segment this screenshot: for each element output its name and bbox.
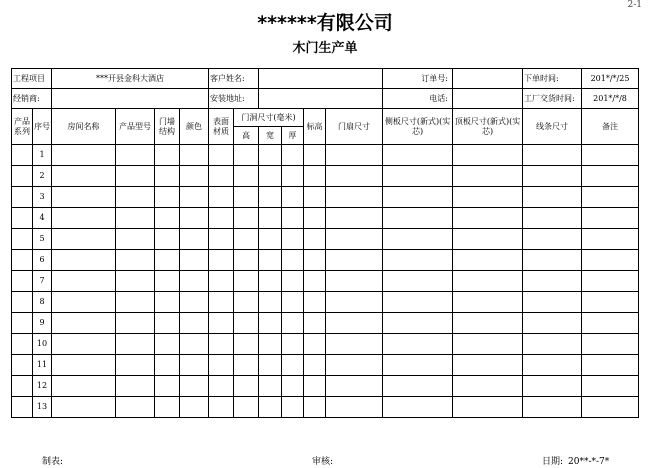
- table-cell[interactable]: [282, 334, 304, 355]
- table-cell[interactable]: [523, 292, 582, 313]
- table-cell[interactable]: [52, 334, 116, 355]
- table-cell[interactable]: [52, 376, 116, 397]
- col-surface: 表面材质: [209, 109, 234, 145]
- table-cell[interactable]: [383, 250, 453, 271]
- table-cell[interactable]: [234, 292, 259, 313]
- table-cell[interactable]: [234, 187, 259, 208]
- row-number: 7: [33, 271, 52, 292]
- table-cell[interactable]: [383, 166, 453, 187]
- table-row: [12, 355, 639, 376]
- table-cell[interactable]: [234, 208, 259, 229]
- table-cell[interactable]: [523, 355, 582, 376]
- company-name: ******有限公司: [257, 12, 393, 34]
- table-cell[interactable]: [523, 166, 582, 187]
- table-cell[interactable]: [523, 397, 582, 418]
- table-cell[interactable]: [234, 166, 259, 187]
- row-number: 5: [33, 229, 52, 250]
- table-cell[interactable]: [453, 187, 523, 208]
- dealer-value[interactable]: [52, 89, 209, 109]
- table-cell[interactable]: [209, 208, 234, 229]
- table-cell[interactable]: [234, 229, 259, 250]
- dealer-label: 经销商:: [12, 89, 52, 109]
- row-number: 4: [33, 208, 52, 229]
- table-cell[interactable]: [259, 397, 282, 418]
- table-cell[interactable]: [304, 292, 326, 313]
- table-cell[interactable]: [326, 355, 383, 376]
- table-cell[interactable]: [326, 187, 383, 208]
- table-cell[interactable]: [12, 313, 33, 334]
- table-cell[interactable]: [116, 313, 155, 334]
- col-height: 高: [234, 127, 259, 145]
- table-cell[interactable]: [52, 250, 116, 271]
- table-row: [12, 376, 639, 397]
- table-cell[interactable]: [259, 271, 282, 292]
- table-cell[interactable]: [180, 292, 209, 313]
- table-cell[interactable]: [209, 271, 234, 292]
- order-date-value[interactable]: 201*/*/25: [582, 69, 639, 89]
- table-cell[interactable]: [282, 145, 304, 166]
- document-title: 木门生产单: [292, 41, 358, 56]
- phone-label: 电话:: [383, 89, 453, 109]
- table-cell[interactable]: [383, 292, 453, 313]
- table-cell[interactable]: [209, 334, 234, 355]
- table-cell[interactable]: [282, 250, 304, 271]
- table-row: [12, 145, 639, 166]
- table-cell[interactable]: [326, 376, 383, 397]
- table-cell[interactable]: [209, 145, 234, 166]
- table-cell[interactable]: [453, 229, 523, 250]
- table-cell[interactable]: [12, 145, 33, 166]
- auditor-label: 审核:: [312, 457, 334, 467]
- table-cell[interactable]: [582, 229, 639, 250]
- production-order-table: [11, 68, 639, 418]
- table-cell[interactable]: [282, 376, 304, 397]
- table-cell[interactable]: [383, 229, 453, 250]
- column-header-row: [12, 109, 639, 127]
- date-label: 日期:: [542, 457, 564, 467]
- table-cell[interactable]: [453, 334, 523, 355]
- table-cell[interactable]: [155, 187, 180, 208]
- row-number: 2: [33, 166, 52, 187]
- footer: [0, 456, 650, 468]
- table-cell[interactable]: [209, 292, 234, 313]
- table-cell[interactable]: [155, 229, 180, 250]
- table-cell[interactable]: [116, 229, 155, 250]
- table-cell[interactable]: [259, 334, 282, 355]
- table-cell[interactable]: [523, 271, 582, 292]
- table-row: [12, 250, 639, 271]
- data-rows: [12, 145, 639, 418]
- table-cell[interactable]: [209, 166, 234, 187]
- table-cell[interactable]: [523, 145, 582, 166]
- row-number: 6: [33, 250, 52, 271]
- table-cell[interactable]: [523, 208, 582, 229]
- table-cell[interactable]: [52, 187, 116, 208]
- table-cell[interactable]: [259, 166, 282, 187]
- table-cell[interactable]: [282, 292, 304, 313]
- table-cell[interactable]: [234, 376, 259, 397]
- col-thick: 厚: [282, 127, 304, 145]
- table-cell[interactable]: [52, 397, 116, 418]
- table-cell[interactable]: [304, 229, 326, 250]
- table-cell[interactable]: [282, 313, 304, 334]
- table-cell[interactable]: [326, 208, 383, 229]
- table-cell[interactable]: [209, 187, 234, 208]
- table-cell[interactable]: [304, 187, 326, 208]
- table-cell[interactable]: [209, 355, 234, 376]
- maker-label: 制表:: [42, 457, 64, 467]
- table-cell[interactable]: [453, 166, 523, 187]
- table-cell[interactable]: [234, 250, 259, 271]
- table-cell[interactable]: [52, 208, 116, 229]
- table-cell[interactable]: [326, 145, 383, 166]
- page-number: 2-1: [627, 0, 642, 10]
- table-cell[interactable]: [180, 271, 209, 292]
- table-cell[interactable]: [12, 292, 33, 313]
- table-cell[interactable]: [582, 376, 639, 397]
- table-cell[interactable]: [155, 334, 180, 355]
- table-cell[interactable]: [12, 397, 33, 418]
- table-cell[interactable]: [116, 145, 155, 166]
- col-color: 颜色: [180, 109, 209, 145]
- table-cell[interactable]: [383, 145, 453, 166]
- phone-value[interactable]: [453, 89, 523, 109]
- table-cell[interactable]: [12, 334, 33, 355]
- table-row: [12, 166, 639, 187]
- table-cell[interactable]: [582, 145, 639, 166]
- table-cell[interactable]: [383, 187, 453, 208]
- table-cell[interactable]: [326, 397, 383, 418]
- table-cell[interactable]: [259, 250, 282, 271]
- table-row: [12, 271, 639, 292]
- table-row: [12, 292, 639, 313]
- table-cell[interactable]: [326, 313, 383, 334]
- address-value[interactable]: [259, 89, 383, 109]
- table-cell[interactable]: [52, 271, 116, 292]
- table-cell[interactable]: [234, 355, 259, 376]
- table-cell[interactable]: [523, 334, 582, 355]
- table-cell[interactable]: [180, 250, 209, 271]
- table-cell[interactable]: [12, 187, 33, 208]
- table-cell[interactable]: [259, 208, 282, 229]
- table-cell[interactable]: [582, 355, 639, 376]
- row-number: 9: [33, 313, 52, 334]
- table-cell[interactable]: [383, 376, 453, 397]
- table-cell[interactable]: [116, 250, 155, 271]
- table-cell[interactable]: [259, 313, 282, 334]
- table-cell[interactable]: [52, 292, 116, 313]
- table-cell[interactable]: [282, 229, 304, 250]
- row-number: 1: [33, 145, 52, 166]
- table-cell[interactable]: [453, 292, 523, 313]
- table-cell[interactable]: [282, 187, 304, 208]
- table-cell[interactable]: [116, 208, 155, 229]
- table-cell[interactable]: [52, 229, 116, 250]
- table-cell[interactable]: [259, 187, 282, 208]
- table-cell[interactable]: [180, 187, 209, 208]
- order-date-label: 下单时间:: [523, 69, 582, 89]
- table-cell[interactable]: [12, 208, 33, 229]
- table-cell[interactable]: [383, 334, 453, 355]
- table-cell[interactable]: [582, 208, 639, 229]
- table-cell[interactable]: [155, 313, 180, 334]
- table-cell[interactable]: [304, 376, 326, 397]
- table-cell[interactable]: [326, 334, 383, 355]
- table-cell[interactable]: [155, 250, 180, 271]
- table-cell[interactable]: [326, 229, 383, 250]
- table-cell[interactable]: [326, 271, 383, 292]
- project-value[interactable]: ***开县金科大酒店: [52, 69, 209, 89]
- table-cell[interactable]: [209, 229, 234, 250]
- table-row: [12, 229, 639, 250]
- table-cell[interactable]: [523, 187, 582, 208]
- col-opening: 门洞尺寸(毫米): [234, 109, 304, 127]
- table-cell[interactable]: [116, 334, 155, 355]
- table-cell[interactable]: [180, 229, 209, 250]
- table-cell[interactable]: [180, 376, 209, 397]
- table-cell[interactable]: [383, 355, 453, 376]
- table-cell[interactable]: [180, 397, 209, 418]
- table-cell[interactable]: [234, 313, 259, 334]
- table-cell[interactable]: [180, 355, 209, 376]
- table-cell[interactable]: [383, 271, 453, 292]
- table-cell[interactable]: [582, 292, 639, 313]
- col-wall: 门墙结构: [155, 109, 180, 145]
- table-cell[interactable]: [582, 187, 639, 208]
- table-cell[interactable]: [52, 313, 116, 334]
- table-cell[interactable]: [383, 208, 453, 229]
- table-cell[interactable]: [282, 166, 304, 187]
- table-row: [12, 334, 639, 355]
- table-cell[interactable]: [116, 355, 155, 376]
- table-cell[interactable]: [304, 355, 326, 376]
- table-cell[interactable]: [304, 166, 326, 187]
- table-cell[interactable]: [453, 313, 523, 334]
- table-cell[interactable]: [116, 166, 155, 187]
- customer-value[interactable]: [259, 69, 383, 89]
- table-cell[interactable]: [234, 334, 259, 355]
- table-cell[interactable]: [582, 250, 639, 271]
- table-cell[interactable]: [383, 397, 453, 418]
- table-cell[interactable]: [116, 397, 155, 418]
- col-model: 产品型号: [116, 109, 155, 145]
- table-cell[interactable]: [282, 355, 304, 376]
- row-number: 11: [33, 355, 52, 376]
- table-cell[interactable]: [155, 292, 180, 313]
- table-cell[interactable]: [304, 397, 326, 418]
- table-cell[interactable]: [523, 250, 582, 271]
- col-seq: 序号: [33, 109, 52, 145]
- table-cell[interactable]: [582, 271, 639, 292]
- col-room: 房间名称: [52, 109, 116, 145]
- col-leaf: 门扇尺寸: [326, 109, 383, 145]
- table-cell[interactable]: [326, 166, 383, 187]
- table-cell[interactable]: [523, 229, 582, 250]
- table-cell[interactable]: [304, 145, 326, 166]
- table-cell[interactable]: [326, 250, 383, 271]
- table-cell[interactable]: [155, 166, 180, 187]
- col-mark-height: 标高: [304, 109, 326, 145]
- table-cell[interactable]: [234, 271, 259, 292]
- table-row: [12, 313, 639, 334]
- info-row-project: [12, 69, 639, 89]
- table-cell[interactable]: [453, 355, 523, 376]
- table-cell[interactable]: [180, 334, 209, 355]
- table-cell[interactable]: [582, 313, 639, 334]
- table-cell[interactable]: [582, 166, 639, 187]
- table-cell[interactable]: [116, 376, 155, 397]
- table-cell[interactable]: [209, 376, 234, 397]
- delivery-value[interactable]: 201*/*/8: [582, 89, 639, 109]
- order-no-value[interactable]: [453, 69, 523, 89]
- table-cell[interactable]: [116, 292, 155, 313]
- table-cell[interactable]: [12, 376, 33, 397]
- table-cell[interactable]: [180, 208, 209, 229]
- col-remark: 备注: [582, 109, 639, 145]
- table-cell[interactable]: [180, 313, 209, 334]
- table-cell[interactable]: [155, 397, 180, 418]
- info-row-dealer: [12, 89, 639, 109]
- table-cell[interactable]: [304, 208, 326, 229]
- table-row: [12, 208, 639, 229]
- table-cell[interactable]: [12, 229, 33, 250]
- table-cell[interactable]: [209, 250, 234, 271]
- table-cell[interactable]: [304, 313, 326, 334]
- delivery-label: 工厂交货时间:: [523, 89, 582, 109]
- customer-label: 客户姓名:: [209, 69, 259, 89]
- table-cell[interactable]: [259, 376, 282, 397]
- table-cell[interactable]: [453, 250, 523, 271]
- table-cell[interactable]: [582, 397, 639, 418]
- table-cell[interactable]: [12, 355, 33, 376]
- col-width: 宽: [259, 127, 282, 145]
- order-no-label: 订单号:: [383, 69, 453, 89]
- table-cell[interactable]: [234, 397, 259, 418]
- table-cell[interactable]: [259, 145, 282, 166]
- table-cell[interactable]: [282, 271, 304, 292]
- table-cell[interactable]: [116, 271, 155, 292]
- table-cell[interactable]: [259, 229, 282, 250]
- table-cell[interactable]: [155, 271, 180, 292]
- table-cell[interactable]: [453, 208, 523, 229]
- table-cell[interactable]: [282, 208, 304, 229]
- row-number: 12: [33, 376, 52, 397]
- table-cell[interactable]: [304, 334, 326, 355]
- table-cell[interactable]: [180, 166, 209, 187]
- table-cell[interactable]: [453, 376, 523, 397]
- table-cell[interactable]: [209, 397, 234, 418]
- table-cell[interactable]: [453, 271, 523, 292]
- row-number: 8: [33, 292, 52, 313]
- table-cell[interactable]: [259, 292, 282, 313]
- table-cell[interactable]: [155, 355, 180, 376]
- col-line: 线条尺寸: [523, 109, 582, 145]
- table-cell[interactable]: [52, 166, 116, 187]
- address-label: 安装地址:: [209, 89, 259, 109]
- table-cell[interactable]: [116, 187, 155, 208]
- table-cell[interactable]: [326, 292, 383, 313]
- table-cell[interactable]: [52, 355, 116, 376]
- table-cell[interactable]: [523, 313, 582, 334]
- table-cell[interactable]: [12, 250, 33, 271]
- table-cell[interactable]: [259, 355, 282, 376]
- table-cell[interactable]: [12, 166, 33, 187]
- table-cell[interactable]: [304, 250, 326, 271]
- table-cell[interactable]: [234, 145, 259, 166]
- row-number: 13: [33, 397, 52, 418]
- row-number: 3: [33, 187, 52, 208]
- table-cell[interactable]: [209, 313, 234, 334]
- table-cell[interactable]: [155, 376, 180, 397]
- table-cell[interactable]: [453, 145, 523, 166]
- date-value: 20**-*-7*: [568, 457, 610, 467]
- table-cell[interactable]: [155, 145, 180, 166]
- col-top: 顶板尺寸(新式)(实芯): [453, 109, 523, 145]
- table-cell[interactable]: [453, 397, 523, 418]
- project-label: 工程项目: [12, 69, 52, 89]
- table-cell[interactable]: [52, 145, 116, 166]
- table-row: [12, 397, 639, 418]
- row-number: 10: [33, 334, 52, 355]
- table-cell[interactable]: [180, 145, 209, 166]
- table-row: [12, 187, 639, 208]
- col-side: 侧板尺寸(新式)(实芯): [383, 109, 453, 145]
- table-cell[interactable]: [12, 271, 33, 292]
- table-cell[interactable]: [304, 271, 326, 292]
- table-cell[interactable]: [523, 376, 582, 397]
- col-series: 产品系列: [12, 109, 33, 145]
- table-cell[interactable]: [582, 334, 639, 355]
- table-cell[interactable]: [155, 208, 180, 229]
- table-cell[interactable]: [383, 313, 453, 334]
- table-cell[interactable]: [282, 397, 304, 418]
